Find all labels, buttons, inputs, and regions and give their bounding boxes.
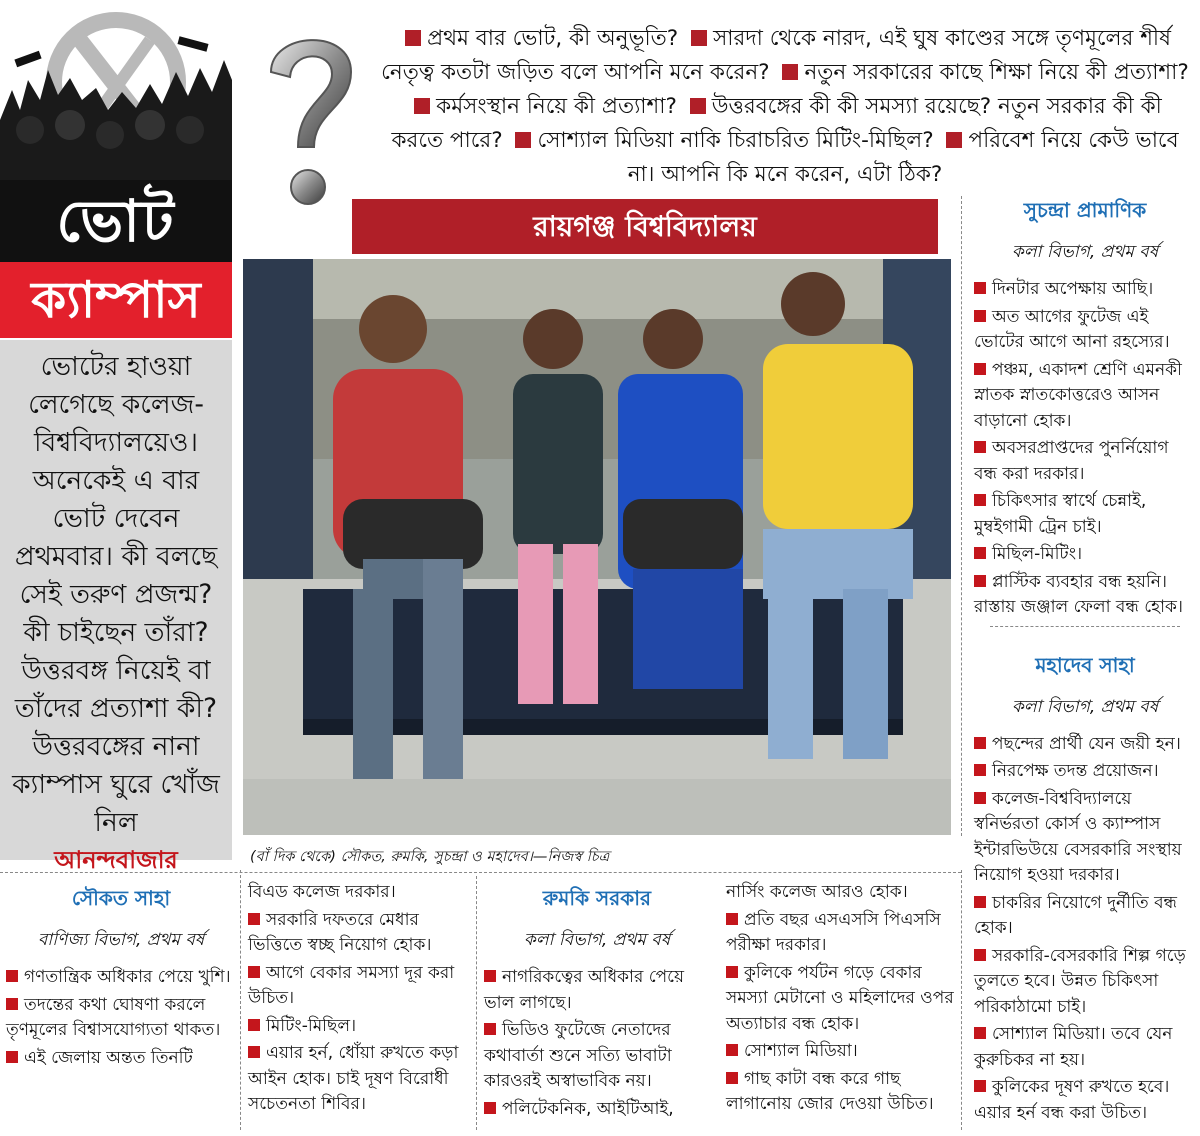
answer-item <box>484 965 710 1016</box>
bullet-square-icon <box>248 1046 260 1058</box>
person-dept: বাণিজ্য বিভাগ, প্রথম বর্ষ <box>37 930 205 950</box>
answer-list <box>726 880 958 1118</box>
bullet-square-icon <box>248 1019 260 1031</box>
answer-text: প্লাস্টিক ব্যবহার বন্ধ হয়নি। রাস্তায় জঞ্জাল ফেলা বন্ধ হোক। <box>974 571 1183 617</box>
answer-item <box>248 1014 468 1040</box>
group-photo <box>243 259 951 835</box>
bullet-square-icon <box>691 30 707 46</box>
person-dept: কলা বিভাগ, প্রথম বর্ষ <box>1011 242 1159 262</box>
person-name: রুমকি সরকার <box>542 886 652 910</box>
question-list <box>380 22 1190 192</box>
profile-rumki-continued <box>726 880 958 1120</box>
question-6: সোশ্যাল মিডিয়া নাকি চিরাচরিত মিটিং-মিছিল? <box>537 128 934 153</box>
bullet-square-icon <box>248 966 260 978</box>
question-5: উত্তরবঙ্গের কী কী সমস্যা রয়েছে? নতুন সরকার কী কী করতে পারে? <box>391 94 1162 153</box>
answer-item <box>974 436 1196 487</box>
answer-text: ভিডিও ফুটেজে নেতাদের কথাবার্তা শুনে সত্যি ভাবাটা কারওরই অস্বাভাবিক নয়। <box>484 1020 672 1091</box>
bullet-square-icon <box>484 1102 496 1114</box>
answer-text: এই জেলায় অন্তত তিনটি <box>24 1047 193 1068</box>
bullet-square-icon <box>6 970 18 982</box>
answer-text: অবসরপ্রাপ্তদের পুনর্নিয়োগ বন্ধ করা দরকার। <box>974 438 1169 484</box>
answer-text: সরকারি-বেসরকারি শিল্প গড়ে তুলতে হবে। উন্নত চিকিৎসা পরিকাঠামো চাই। <box>974 945 1186 1017</box>
bullet-square-icon <box>974 494 986 506</box>
bullet-square-icon <box>690 98 706 114</box>
bullet-square-icon <box>726 913 738 925</box>
bullet-square-icon <box>782 64 798 80</box>
bullet-square-icon <box>974 575 986 587</box>
answer-item <box>726 961 958 1038</box>
bullet-square-icon <box>974 547 986 559</box>
bullet-square-icon <box>946 132 962 148</box>
bullet-square-icon <box>974 1027 986 1039</box>
intro-box <box>0 340 232 874</box>
answer-item <box>974 1075 1196 1126</box>
answer-item <box>974 542 1196 568</box>
answer-text: দিনটার অপেক্ষায় আছি। <box>992 279 1154 299</box>
answer-item <box>974 358 1196 435</box>
answer-text: গাছ কাটা বন্ধ করে গাছ লাগানোয় জোর দেওয়া উচিত। <box>726 1068 934 1114</box>
answer-list <box>974 277 1196 621</box>
answer-text: গণতান্ত্রিক অধিকার পেয়ে খুশি। <box>24 967 231 987</box>
photo-caption: (বাঁ দিক থেকে) সৌকত, রুমকি, সুচন্দ্রা ও মহাদেব।—নিজস্ব চিত্র <box>250 849 610 865</box>
profile-suchandra <box>974 196 1196 621</box>
bullet-square-icon <box>484 1023 496 1035</box>
bullet-square-icon <box>414 98 430 114</box>
campus-heading: ক্যাম্পাস <box>0 262 232 338</box>
answer-list <box>6 965 236 1071</box>
bullet-square-icon <box>6 998 18 1010</box>
students-photo-illustration <box>243 259 951 835</box>
profile-soukat-continued <box>248 880 468 1120</box>
bullet-square-icon <box>974 792 986 804</box>
bullet-square-icon <box>515 132 531 148</box>
bullet-square-icon <box>974 764 986 776</box>
bullet-square-icon <box>974 282 986 294</box>
column-divider <box>476 876 477 1130</box>
answer-item <box>974 1022 1196 1073</box>
answer-item <box>248 961 468 1012</box>
answer-item <box>6 965 236 991</box>
answer-item <box>248 1041 468 1118</box>
answer-text: চাকরির নিয়োগে দুর্নীতি বন্ধ হোক। <box>974 892 1178 938</box>
person-name: সুচন্দ্রা প্রামাণিক <box>1023 198 1147 222</box>
answer-item <box>248 880 468 906</box>
bullet-square-icon <box>974 1080 986 1092</box>
bullet-square-icon <box>484 970 496 982</box>
answer-item <box>484 1097 710 1123</box>
bullet-square-icon <box>248 913 260 925</box>
person-name: সৌকত সাহা <box>71 886 171 910</box>
profile-mahadeb <box>974 651 1196 1127</box>
answer-item <box>248 908 468 959</box>
person-dept: কলা বিভাগ, প্রথম বর্ষ <box>1011 696 1159 717</box>
answer-item <box>6 1046 236 1072</box>
university-title: রায়গঞ্জ বিশ্ববিদ্যালয় <box>352 199 938 254</box>
person-dept: কলা বিভাগ, প্রথম বর্ষ <box>523 930 671 950</box>
answer-text: সোশ্যাল মিডিয়া। <box>744 1041 858 1061</box>
bullet-square-icon <box>726 1044 738 1056</box>
question-mark-icon <box>256 22 366 222</box>
answer-text: কুলিকের দূষণ রুখতে হবে। এয়ার হর্ন বন্ধ করা উচিত। <box>974 1077 1170 1123</box>
bullet-square-icon <box>726 966 738 978</box>
answer-text: নিরপেক্ষ তদন্ত প্রয়োজন। <box>992 761 1159 781</box>
question-7: পরিবেশ নিয়ে কেউ ভাবে না। আপনি কি মনে করেন, এটা ঠিক? <box>627 128 1179 187</box>
answer-text: অত আগের ফুটেজ এই ভোটের আগে আনা রহস্যের। <box>974 306 1170 352</box>
bullet-square-icon <box>726 1072 738 1084</box>
vote-heading: ভোট <box>0 180 232 262</box>
intro-brand: আনন্দবাজার <box>54 846 178 874</box>
question-4: কর্মসংস্থান নিয়ে কী প্রত্যাশা? <box>436 94 677 119</box>
answer-item <box>726 880 958 906</box>
answer-list <box>484 965 710 1122</box>
bullet-square-icon <box>974 737 986 749</box>
answer-list <box>974 732 1196 1127</box>
answer-text: চিকিৎসার স্বার্থে চেন্নাই, মুম্বইগামী ট্রেন চাই। <box>974 491 1147 537</box>
answer-text: সরকারি দফতরে মেধার ভিত্তিতে স্বচ্ছ নিয়োগ হোক। <box>248 909 432 955</box>
bullet-square-icon <box>974 896 986 908</box>
column-divider <box>961 870 962 1130</box>
question-1: প্রথম বার ভোট, কী অনুভূতি? <box>427 26 679 51</box>
answer-text: কুলিকে পর্যটন গড়ে বেকার সমস্যা মেটানো ও মহিলাদের ওপর অত্যাচার বন্ধ হোক। <box>726 962 954 1034</box>
answer-text: নাগরিকত্বের অধিকার পেয়ে ভাল লাগছে। <box>484 967 684 1013</box>
answer-text: মিটিং-মিছিল। <box>266 1015 357 1036</box>
bullet-square-icon <box>405 30 421 46</box>
bullet-square-icon <box>974 310 986 322</box>
answer-item <box>974 944 1196 1021</box>
right-column <box>974 196 1196 1128</box>
answer-item <box>6 993 236 1044</box>
answer-text: প্রতি বছর এসএসসি পিএসসি পরীক্ষা দরকার। <box>726 909 941 955</box>
answer-item <box>726 908 958 959</box>
answer-text: তদন্তের কথা ঘোষণা করলে তৃণমূলের বিশ্বাসযোগ্যতা থাকত। <box>6 994 221 1040</box>
intro-body: ভোটের হাওয়া লেগেছে কলেজ-বিশ্ববিদ্যালয়েও। অনেকেই এ বার ভোট দেবেন প্রথমবার। কী বলছে সেই তরুণ প্রজন্ম? কী চাইছেন তাঁরা? উত্তরবঙ্গ নিয়েই বা তাঁদের প্রত্যাশা কী? উত্তরবঙ্গের নানা ক্যাম্পাস ঘুরে খোঁজ নিল <box>12 351 220 838</box>
question-2: সারদা থেকে নারদ, এই ঘুষ কাণ্ডের সঙ্গে তৃণমূলের শীর্ষ নেতৃত্ব কতটা জড়িত বলে আপনি মনে করেন? <box>381 26 1171 85</box>
answer-item <box>974 277 1196 303</box>
answer-item <box>974 759 1196 785</box>
answer-item <box>974 732 1196 758</box>
answer-list <box>248 880 468 1118</box>
answer-item <box>974 305 1196 356</box>
answer-item <box>974 570 1196 621</box>
bullet-square-icon <box>974 441 986 453</box>
profile-soukat <box>6 884 236 1073</box>
bullet-square-icon <box>6 1051 18 1063</box>
answer-item <box>726 1039 958 1065</box>
section-divider <box>0 872 961 873</box>
profile-rumki <box>484 884 710 1124</box>
bullet-square-icon <box>974 363 986 375</box>
answer-text: এয়ার হর্ন, ধোঁয়া রুখতে কড়া আইন হোক। চাই দূষণ বিরোধী সচেতনতা শিবির। <box>248 1043 459 1114</box>
answer-item <box>974 891 1196 942</box>
answer-item <box>974 787 1196 889</box>
column-divider <box>961 196 962 836</box>
answer-text: নার্সিং কলেজ আরও হোক। <box>726 882 908 902</box>
answer-item <box>726 1067 958 1118</box>
question-3: নতুন সরকারের কাছে শিক্ষা নিয়ে কী প্রত্যাশা? <box>804 60 1189 85</box>
answer-text: পঞ্চম, একাদশ শ্রেণি এমনকী স্নাতক স্নাতকোত্তরেও আসন বাড়ানো হোক। <box>974 359 1182 431</box>
intro-text <box>10 348 222 842</box>
answer-text: কলেজ-বিশ্ববিদ্যালয়ে স্বনির্ভরতা কোর্স ও ক্যাম্পাস ইন্টারভিউয়ে বেসরকারি সংস্থায় নিয়োগ হওয়া দরকার। <box>974 788 1182 885</box>
answer-item <box>974 489 1196 540</box>
column-divider <box>240 870 241 1130</box>
person-name: মহাদেব সাহা <box>1035 652 1135 677</box>
answer-text: আগে বেকার সমস্যা দূর করা উচিত। <box>248 962 455 1008</box>
answer-text: বিএড কলেজ দরকার। <box>248 882 396 902</box>
bullet-square-icon <box>974 949 986 961</box>
answer-text: পলিটেকনিক, আইটিআই, <box>502 1098 674 1119</box>
masthead <box>0 0 232 340</box>
answer-text: সোশ্যাল মিডিয়া। তবে যেন কুরুচিকর না হয়। <box>974 1024 1173 1070</box>
answer-item <box>484 1018 710 1095</box>
answer-text: মিছিল-মিটিং। <box>992 544 1083 564</box>
answer-text: পছন্দের প্রার্থী যেন জয়ী হন। <box>992 733 1181 754</box>
